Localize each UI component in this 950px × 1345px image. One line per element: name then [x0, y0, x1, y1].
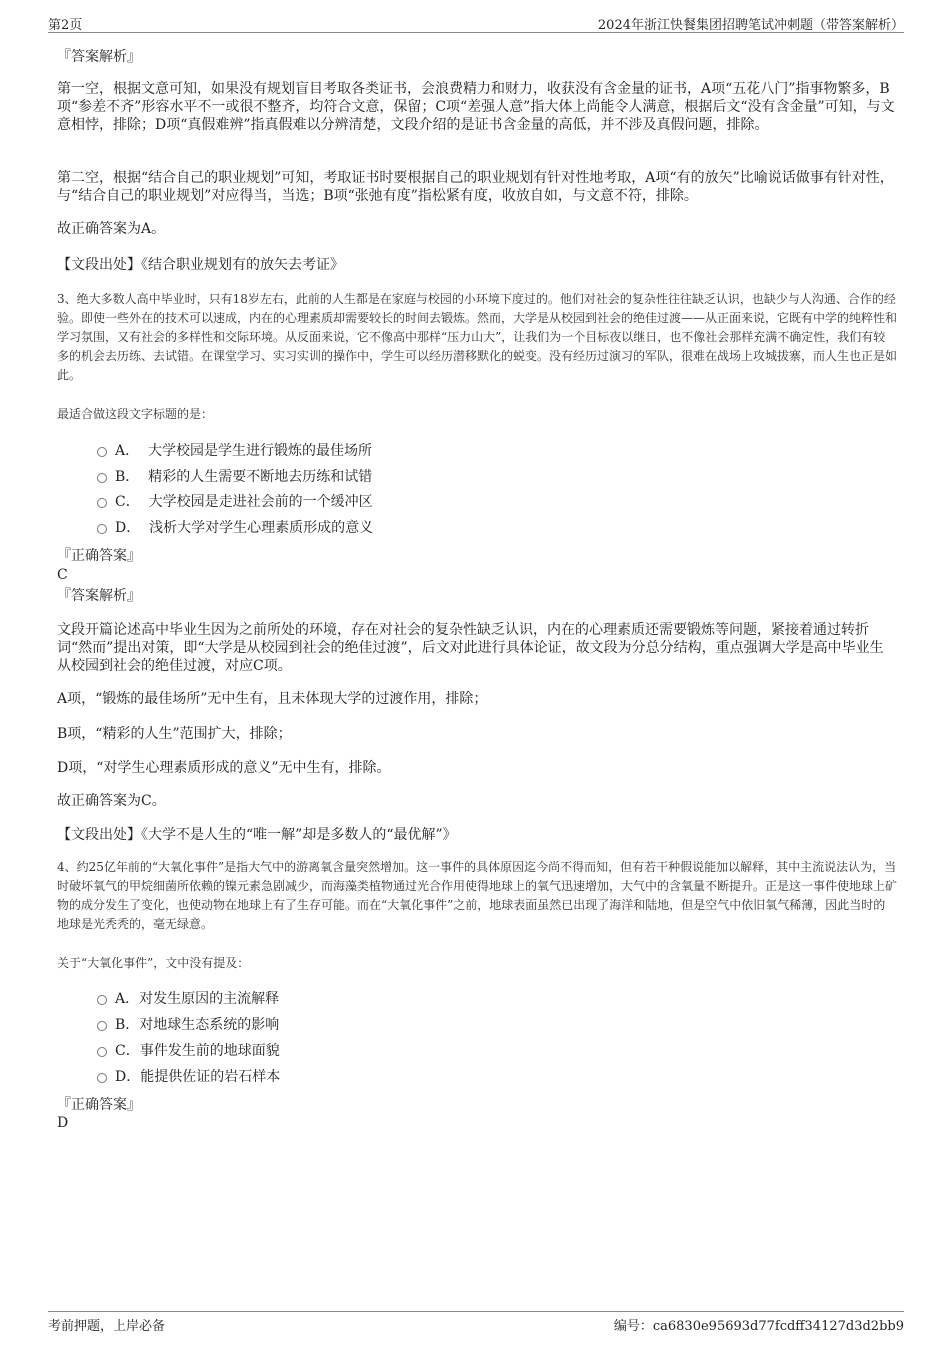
question-3-text: 3、绝大多数人高中毕业时，只有18岁左右，此前的人生都是在家庭与校园的小环境下度过的。他们对社会的复杂性往往缺乏认识，也缺少与人沟通、合作的经验。即使一些外在的技术可以速成，内在的心理素质却需要较长的时间去锻炼。然而，大学是从校园到社会的绝佳过渡——从正面来说，它既有中学的纯粹性和学习氛围，又有社会的多样性和交际环境。从反面来说，它不像高中那样“压力山大”，让我们为一个目标夜以继日，也不像社会那样充满不确定性，我们有较多的机会去历练、去试错。在课堂学习、实习实训的操作中，学生可以经历潜移默化的蜕变。没有经历过演习的军队，很难在战场上攻城拔寨，而人生也正是如此。 [57, 292, 898, 382]
radio-icon[interactable] [97, 995, 107, 1005]
footer-slogan: 考前押题，上岸必备 [48, 1319, 166, 1334]
q3-answer-label: 『正确答案』 [57, 548, 141, 564]
q3-source-citation: 【文段出处】《大学不是人生的“唯一解”却是多数人的“最优解”》 [57, 827, 457, 843]
q3-option-b[interactable]: B． 精彩的人生需要不断地去历练和试错 [97, 468, 372, 486]
radio-icon[interactable] [97, 498, 107, 508]
q3-analysis-a: A项，“锻炼的最佳场所”无中生有，且未体现大学的过渡作用，排除； [57, 691, 488, 707]
q3-conclusion: 故正确答案为C。 [57, 793, 166, 809]
q3-analysis-d: D项，“对学生心理素质形成的意义”无中生有，排除。 [57, 760, 391, 776]
q3-answer: C [57, 567, 68, 583]
page-footer [48, 1311, 904, 1334]
q4-option-c[interactable]: C．事件发生前的地球面貌 [97, 1042, 280, 1060]
q4-option-a[interactable]: A．对发生原因的主流解释 [97, 990, 279, 1008]
radio-icon[interactable] [97, 1073, 107, 1083]
question-4-text: 4、约25亿年前的“大氧化事件”是指大气中的游离氧含量突然增加。这一事件的具体原因迄今尚不得而知，但有若干种假说能加以解释，其中主流说法认为，当时破坏氧气的甲烷细菌所依赖的镍元素急剧减少，而海藻类植物通过光合作用使得地球上的氧气迅速增加，大气中的含氧量不断提升。正是这一事件使地球上矿物的成分发生了变化，也使动物在地球上有了生存可能。而在“大氧化事件”之前，地球表面虽然已出现了海洋和陆地，但是空气中依旧氧气稀薄，因此当时的地球是光秃秃的，毫无绿意。 [57, 860, 898, 931]
radio-icon[interactable] [97, 524, 107, 534]
q3-analysis-paragraph: 文段开篇论述高中毕业生因为之前所处的环境，存在对社会的复杂性缺乏认识，内在的心理素质还需要锻炼等问题，紧接着通过转折词“然而”提出对策，即“大学是从校园到社会的绝佳过渡”，后文对此进行具体论证，故文段为分总分结构，重点强调大学是高中毕业生从校园到社会的绝佳过渡，对应C项。 [57, 622, 884, 674]
q4-option-b[interactable]: B．对地球生态系统的影响 [97, 1016, 279, 1034]
q4-option-d[interactable]: D．能提供佐证的岩石样本 [97, 1068, 280, 1086]
analysis-paragraph-1: 第一空，根据文意可知，如果没有规划盲目考取各类证书，会浪费精力和财力，收获没有含金量的证书，A项“五花八门”指事物繁多，B项“参差不齐”形容水平不一或很不整齐，均符合文意，保留；C项“差强人意”指大体上尚能令人满意，根据后文“没有含金量”可知，与文意相悖，排除；D项“真假难辨”指真假难以分辨清楚，文段介绍的是证书含金量的高低，并不涉及真假问题，排除。 [57, 81, 895, 133]
q3-analysis-label: 『答案解析』 [57, 588, 141, 604]
radio-icon[interactable] [97, 1047, 107, 1057]
page-header [48, 12, 904, 33]
q3-option-d[interactable]: D． 浅析大学对学生心理素质形成的意义 [97, 519, 373, 537]
radio-icon[interactable] [97, 473, 107, 483]
q4-answer: D [57, 1115, 69, 1131]
question-4-prompt: 关于“大氧化事件”，文中没有提及： [57, 956, 250, 970]
q3-option-a[interactable]: A． 大学校园是学生进行锻炼的最佳场所 [97, 442, 372, 460]
document-title: 2024年浙江快餐集团招聘笔试冲刺题（带答案解析） [597, 18, 904, 33]
q3-option-c[interactable]: C． 大学校园是走进社会前的一个缓冲区 [97, 493, 373, 511]
source-citation: 【文段出处】《结合职业规划有的放矢去考证》 [57, 257, 344, 273]
q4-answer-label: 『正确答案』 [57, 1097, 141, 1113]
radio-icon[interactable] [97, 447, 107, 457]
page-number: 第2页 [48, 18, 83, 33]
analysis-paragraph-2: 第二空，根据“结合自己的职业规划”可知，考取证书时要根据自己的职业规划有针对性地考取，A项“有的放矢”比喻说话做事有针对性，与“结合自己的职业规划”对应得当，当选；B项“张弛有度”指松紧有度，收放自如，与文意不符，排除。 [57, 170, 894, 204]
analysis-label: 『答案解析』 [57, 49, 141, 65]
question-3-prompt: 最适合做这段文字标题的是： [57, 407, 214, 421]
analysis-conclusion: 故正确答案为A。 [57, 221, 166, 237]
radio-icon[interactable] [97, 1021, 107, 1031]
q3-analysis-b: B项，“精彩的人生”范围扩大，排除； [57, 726, 292, 742]
document-id: 编号：ca6830e95693d77fcdff34127d3d2bb9 [613, 1319, 904, 1334]
